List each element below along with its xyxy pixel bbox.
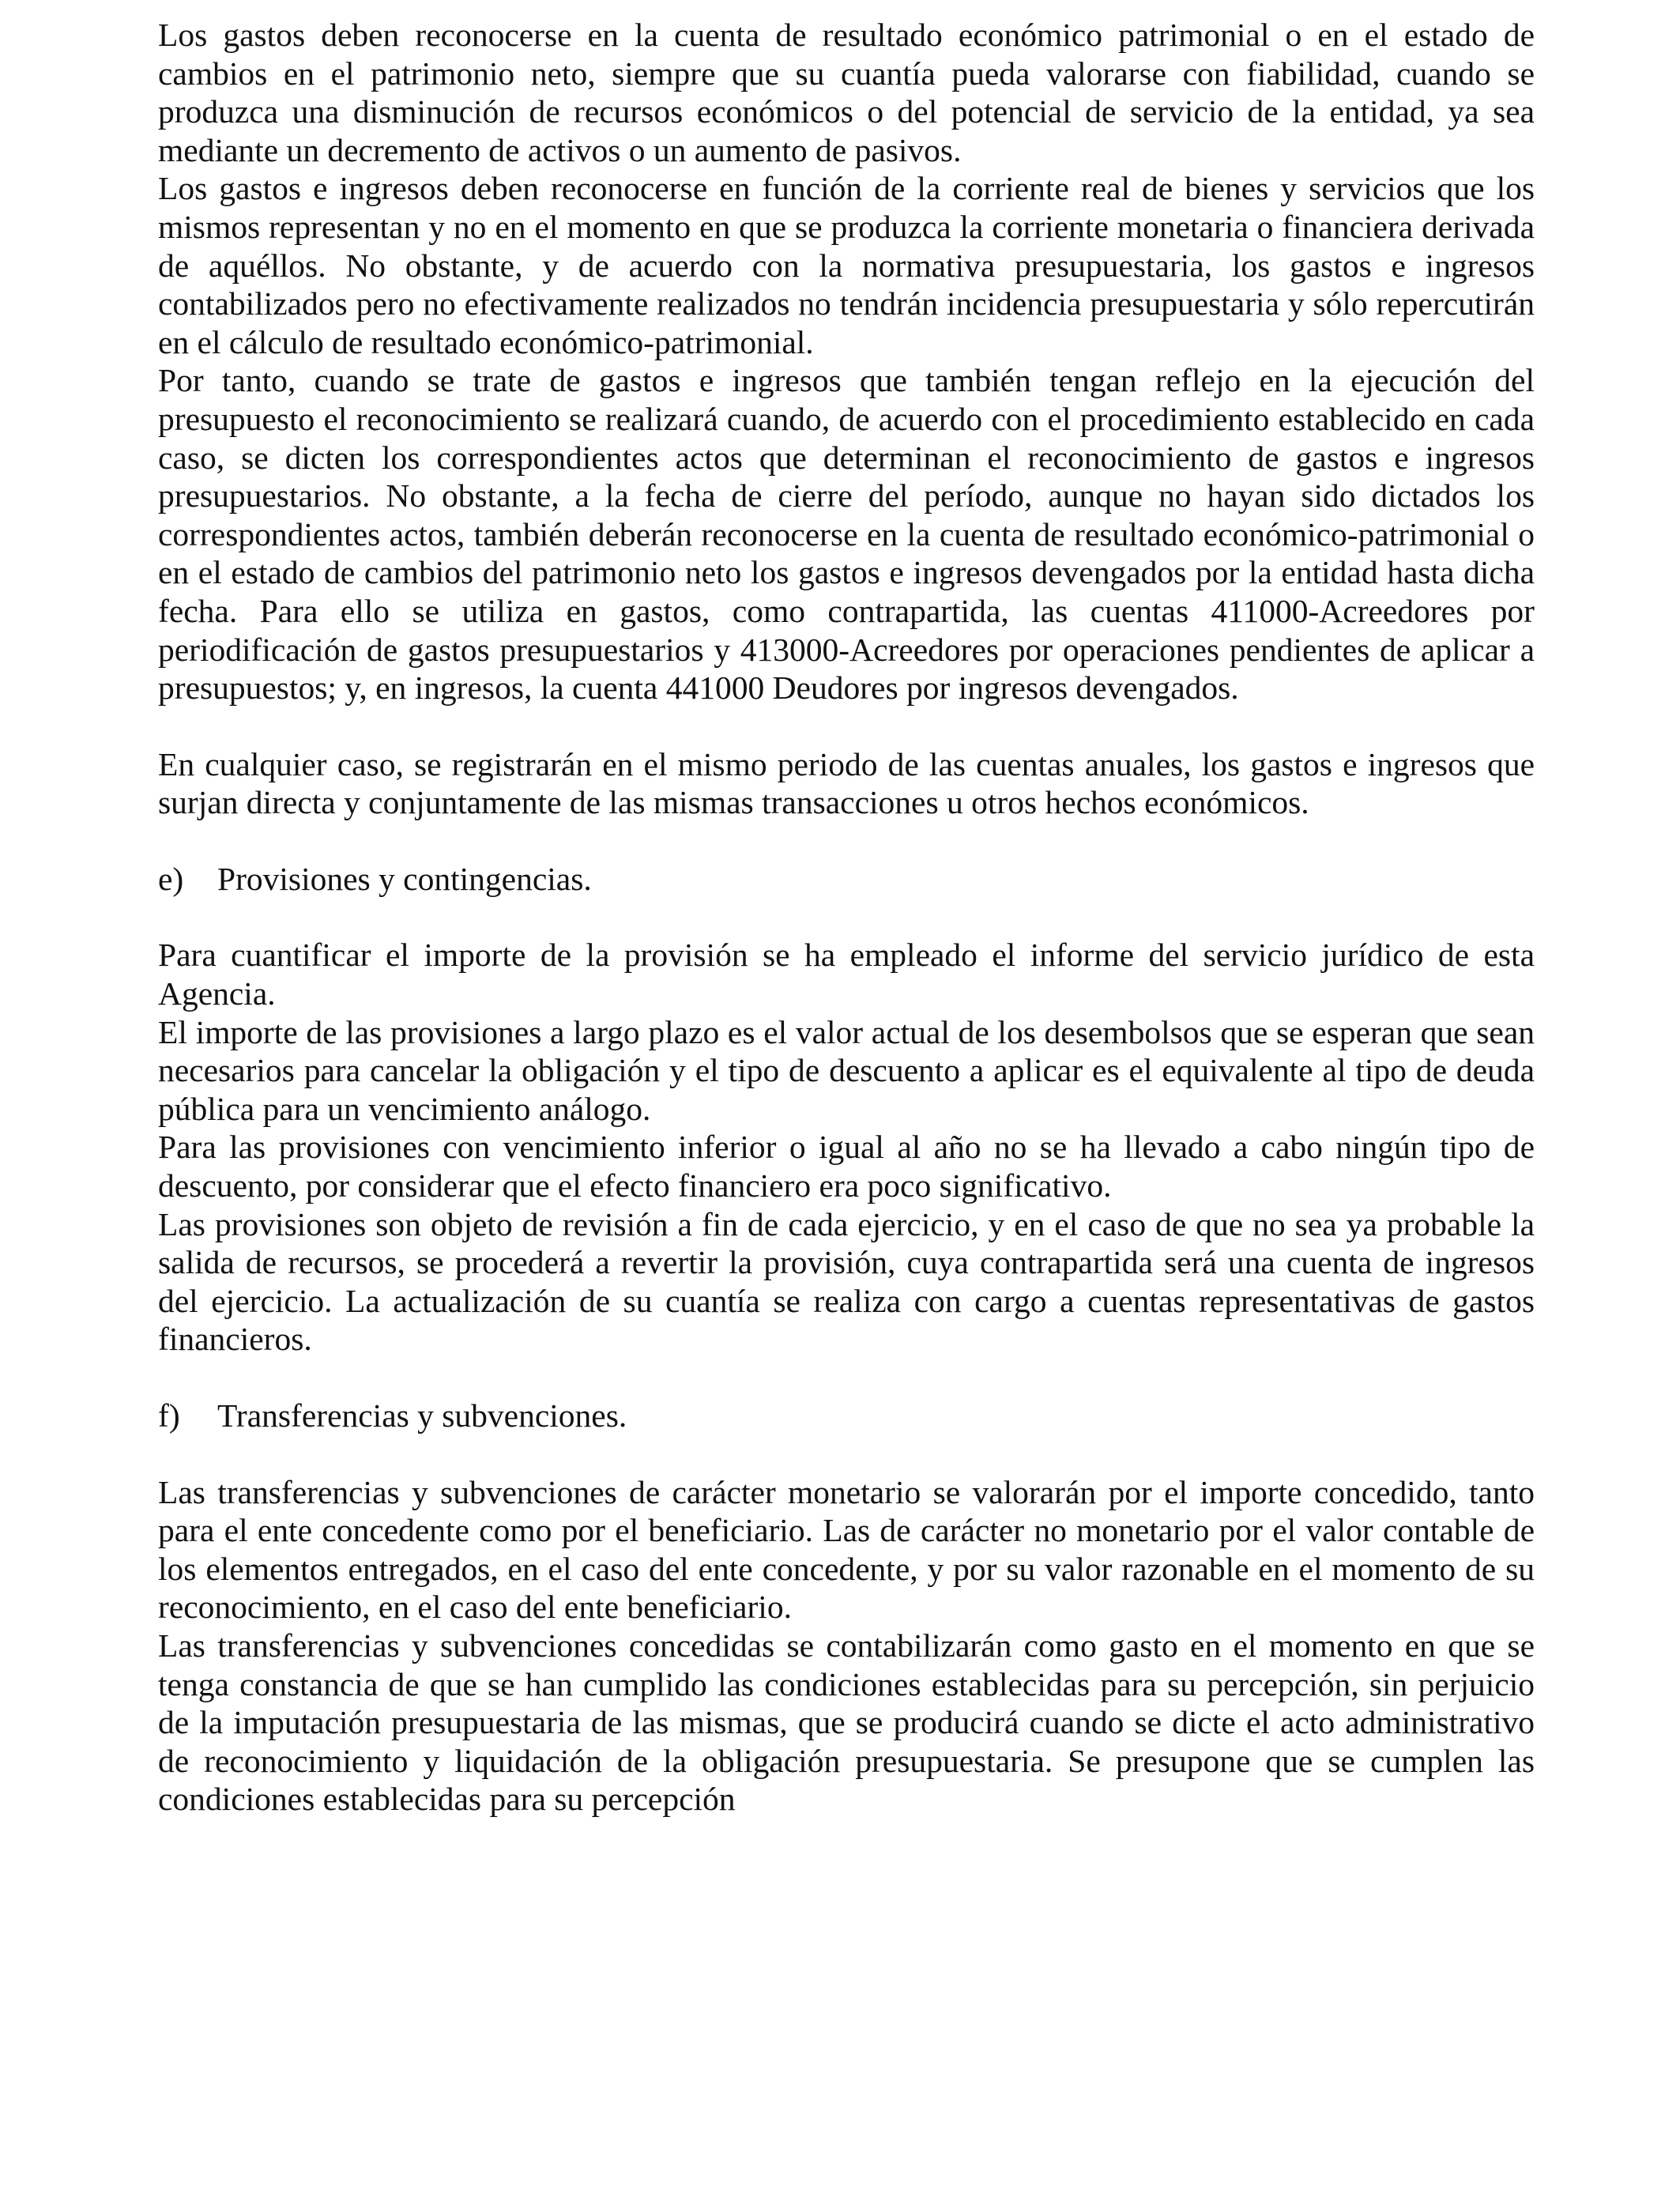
paragraph-transferencias-contabilizacion: Las transferencias y subvenciones concedidas se contabilizarán como gasto en el momento en que se tenga constancia de que se han cumplido las condiciones establecidas para su percepción, sin perjuicio de la imputación presupuestaria de las mismas, que se producirá cuando se dicte el acto administrativo de reconocimiento y liquidación de la obligación presupuestaria. Se presupone que se cumplen las condiciones establecidas para su percepción bbox=[158, 1627, 1535, 1818]
paragraph-cuantificar-provision: Para cuantificar el importe de la provisión se ha empleado el informe del servicio jurídico de esta Agencia. bbox=[158, 937, 1535, 1012]
section-letter: e) bbox=[158, 860, 184, 897]
spacer bbox=[158, 707, 1535, 745]
paragraph-provisiones-largo-plazo: El importe de las provisiones a largo plazo es el valor actual de los desembolsos que se esperan que sean necesarios para cancelar la obligación y el tipo de descuento a aplicar es el equivalente al tipo de deuda pública para un vencimiento análogo. bbox=[158, 1013, 1535, 1127]
paragraph-ejecucion-presupuesto: Por tanto, cuando se trate de gastos e ingresos que también tengan reflejo en la ejecución del presupuesto el reconocimiento se realizará cuando, de acuerdo con el procedimiento establecido en cada caso, se dicten los correspondientes actos que determinan el reconocimiento de gastos e ingresos presupuestarios. No obstante, a la fecha de cierre del período, aunque no hayan sido dictados los correspondientes actos, también deberán reconocerse en la cuenta de resultado económico-patrimonial o en el estado de cambios del patrimonio neto los gastos e ingresos devengados por la entidad hasta dicha fecha. Para ello se utiliza en gastos, como contrapartida, las cuentas 411000-Acreedores por periodificación de gastos presupuestarios y 413000-Acreedores por operaciones pendientes de aplicar a presupuestos; y, en ingresos, la cuenta 441000 Deudores por ingresos devengados. bbox=[158, 362, 1535, 707]
paragraph-provisiones-revision: Las provisiones son objeto de revisión a fin de cada ejercicio, y en el caso de que no sea ya probable la salida de recursos, se procederá a revertir la provisión, cuya contrapartida será una cuenta de ingresos del ejercicio. La actualización de su cuantía se realiza con cargo a cuentas representativas de gastos financieros. bbox=[158, 1205, 1535, 1358]
spacer bbox=[158, 822, 1535, 860]
paragraph-mismo-periodo: En cualquier caso, se registrarán en el mismo periodo de las cuentas anuales, los gastos e ingresos que surjan directa y conjuntamente de las mismas transacciones u otros hechos económicos. bbox=[158, 745, 1535, 821]
section-title: Provisiones y contingencias. bbox=[217, 860, 592, 897]
section-heading-provisiones bbox=[158, 860, 1535, 899]
section-letter: f) bbox=[158, 1397, 180, 1434]
document-page bbox=[158, 16, 1535, 1819]
paragraph-gastos-reconocimiento: Los gastos deben reconocerse en la cuenta de resultado económico patrimonial o en el estado de cambios en el patrimonio neto, siempre que su cuantía pueda valorarse con fiabilidad, cuando se produzca una disminución de recursos económicos o del potencial de servicio de la entidad, ya sea mediante un decremento de activos o un aumento de pasivos. bbox=[158, 17, 1535, 168]
spacer bbox=[158, 898, 1535, 936]
paragraph-gastos-ingresos-corriente-real: Los gastos e ingresos deben reconocerse en función de la corriente real de bienes y servicios que los mismos representan y no en el momento en que se produzca la corriente monetaria o financiera derivada de aquéllos. No obstante, y de acuerdo con la normativa presupuestaria, los gastos e ingresos contabilizados pero no efectivamente realizados no tendrán incidencia presupuestaria y sólo repercutirán en el cálculo de resultado económico-patrimonial. bbox=[158, 170, 1535, 360]
spacer bbox=[158, 1359, 1535, 1397]
paragraph-provisiones-vencimiento-inferior: Para las provisiones con vencimiento inferior o igual al año no se ha llevado a cabo ningún tipo de descuento, por considerar que el efecto financiero era poco significativo. bbox=[158, 1129, 1535, 1204]
section-title: Transferencias y subvenciones. bbox=[217, 1397, 627, 1434]
spacer bbox=[158, 1435, 1535, 1473]
section-heading-transferencias bbox=[158, 1397, 1535, 1435]
paragraph-transferencias-valoracion: Las transferencias y subvenciones de carácter monetario se valorarán por el importe concedido, tanto para el ente concedente como por el beneficiario. Las de carácter no monetario por el valor contable de los elementos entregados, en el caso del ente concedente, y por su valor razonable en el momento de su reconocimiento, en el caso del ente beneficiario. bbox=[158, 1473, 1535, 1626]
